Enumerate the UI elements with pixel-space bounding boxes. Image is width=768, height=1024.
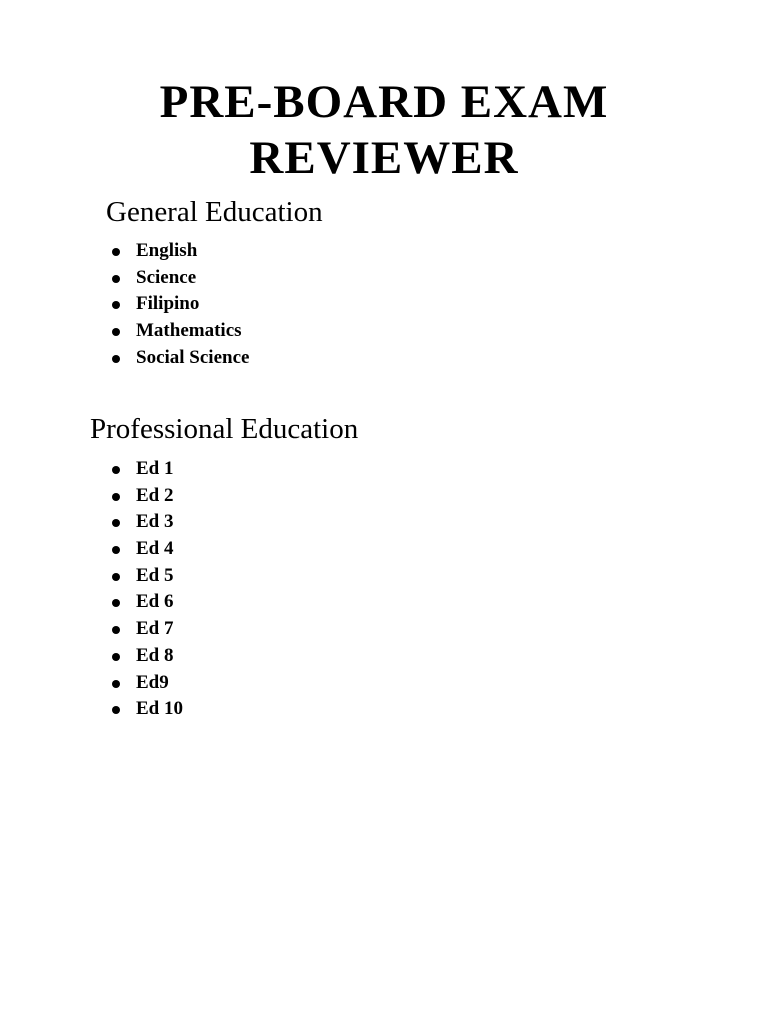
list-item-label: Filipino [136, 293, 200, 315]
bullet-icon [112, 706, 120, 714]
bullet-icon [112, 653, 120, 661]
bullet-icon [112, 680, 120, 688]
list-item-label: Science [136, 266, 197, 288]
list-item-label: English [136, 240, 198, 261]
list-item-label: Ed 5 [136, 564, 174, 586]
list-item-label: Ed 8 [136, 644, 174, 666]
list-item-label: Ed 7 [136, 618, 174, 640]
list-item-label: Mathematics [136, 320, 242, 342]
bullet-icon [112, 301, 120, 309]
list-item-label: Ed 2 [136, 484, 174, 506]
title-line-1: PRE-BOARD EXAM [159, 76, 609, 128]
general-education-heading: General Education [106, 196, 323, 228]
list-item-label: Social Science [136, 346, 250, 368]
bullet-icon [112, 573, 120, 581]
list-item-label: Ed9 [136, 671, 169, 693]
bullet-icon [112, 275, 120, 283]
list-item-label: Ed 6 [136, 591, 174, 613]
bullet-icon [112, 466, 120, 474]
bullet-icon [112, 546, 120, 554]
list-item-label: Ed 4 [136, 538, 174, 560]
professional-education-heading: Professional Education [90, 413, 359, 445]
bullet-icon [112, 248, 120, 256]
bullet-icon [112, 626, 120, 634]
list-item-label: Ed 3 [136, 511, 174, 533]
bullet-icon [112, 493, 120, 501]
bullet-icon [112, 599, 120, 607]
list-item-label: Ed 10 [136, 698, 183, 720]
list-item-label: Ed 1 [136, 458, 174, 479]
title-line-2: REVIEWER [249, 132, 519, 184]
bullet-icon [112, 328, 120, 336]
document-title [0, 74, 768, 186]
bullet-icon [112, 355, 120, 363]
bullet-icon [112, 519, 120, 527]
